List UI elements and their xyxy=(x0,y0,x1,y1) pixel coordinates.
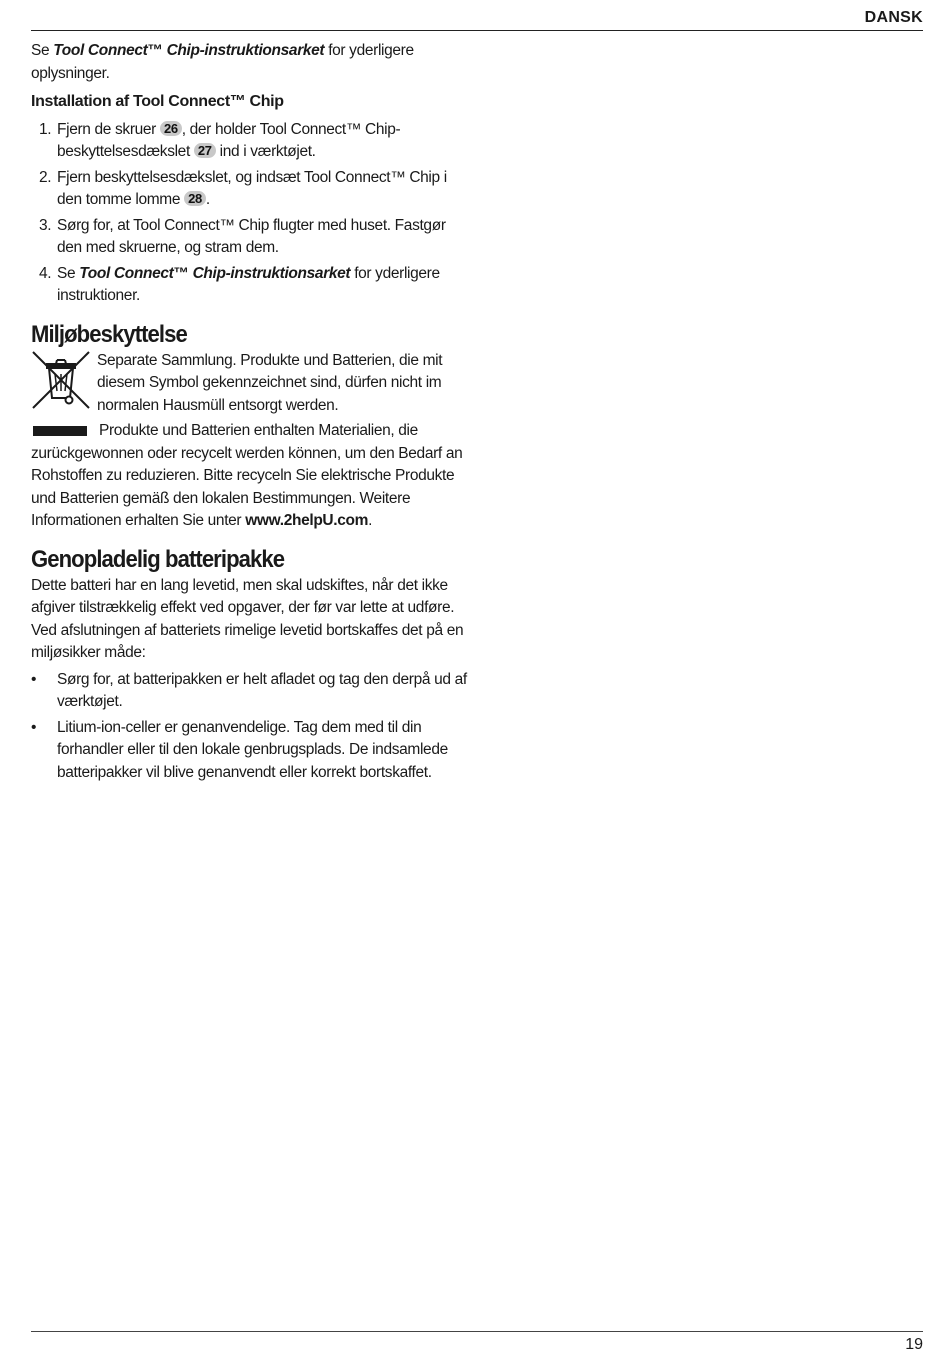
step-text: . xyxy=(205,191,210,208)
main-column xyxy=(31,40,469,787)
step-text: Se xyxy=(57,264,80,282)
bullet-icon: • xyxy=(31,670,37,688)
step-number: 4. xyxy=(39,264,52,282)
list-item xyxy=(31,119,469,164)
crossed-out-wheelie-bin-icon xyxy=(31,351,91,409)
step-text: for yderligere instruktioner. xyxy=(57,264,440,304)
weee-notice xyxy=(31,350,469,418)
weee-para2-text: Produkte und Batterien enthalten Materialien, die zurückgewonnen oder recycelt werden können, um den Bedarf an Rohstoffen zu reduzieren. Bitte recyceln Sie elektrische Produkte und Batterien gemäß den lokalen Bestimmungen. Weitere Informationen erhalten Sie unter xyxy=(31,422,463,529)
footer-divider xyxy=(31,1331,923,1332)
intro-note-ref2: Chip-instruktionsarket xyxy=(166,42,325,59)
installation-heading: Installation af Tool Connect™ Chip xyxy=(31,93,284,110)
intro-note-tm: ™ xyxy=(147,42,167,59)
header-divider xyxy=(31,30,923,31)
step-number: 1. xyxy=(39,120,52,138)
step-text: Fjern beskyttelsesdækslet, og indsæt Tool Connect™ Chip i den tomme lomme xyxy=(57,168,447,208)
page-number: 19 xyxy=(905,1336,923,1353)
battery-heading: Genopladelig batteripakke xyxy=(31,545,285,573)
intro-note-suffix: for yderligere oplysninger. xyxy=(31,42,414,82)
intro-note-prefix: Se xyxy=(31,42,54,59)
weee-para2 xyxy=(31,420,469,533)
intro-note xyxy=(31,40,469,85)
installation-steps xyxy=(31,119,469,308)
list-item xyxy=(31,263,469,308)
bullet-text: Litium-ion-celler er genanvendelige. Tag dem med til din forhandler eller til den lokale genbrugsplads. De indsamlede batteripakker vil blive genanvendt eller korrekt bortskaffet. xyxy=(57,718,448,781)
header-language: DANSK xyxy=(864,9,923,26)
weee-para1: Separate Sammlung. Produkte und Batterien, die mit diesem Symbol gekennzeichnet sind, dürfen nicht im normalen Hausmüll entsorgt werden. xyxy=(97,351,443,414)
step-text: , der holder Tool Connect™ Chip-beskyttelsesdækslet xyxy=(57,120,401,160)
weee-bar-icon xyxy=(33,426,87,436)
callout-badge: 28 xyxy=(184,191,206,206)
weee-para2-end: . xyxy=(368,512,373,529)
step-number: 2. xyxy=(39,168,52,186)
list-item xyxy=(31,167,469,212)
list-item xyxy=(31,669,469,714)
list-item xyxy=(31,717,469,785)
step-text: Fjern de skruer xyxy=(57,120,160,138)
intro-note-ref: Tool Connect xyxy=(53,42,148,59)
step-text: ind i værktøjet. xyxy=(215,143,316,160)
list-item xyxy=(31,215,469,260)
battery-bullets xyxy=(31,669,469,785)
website-link[interactable]: www.2helpU.com xyxy=(245,512,369,529)
callout-badge: 27 xyxy=(194,143,216,158)
bullet-icon: • xyxy=(31,718,37,736)
step-tm: ™ xyxy=(173,264,193,282)
battery-intro: Dette batteri har en lang levetid, men skal udskiftes, når det ikke afgiver tilstrækkelig effekt ved opgaver, der før var lette at udføre. Ved afslutningen af batteriets rimelige levetid bortskaffes det på en miljøsikker måde: xyxy=(31,576,464,661)
step-text: Sørg for, at Tool Connect™ Chip flugter med huset. Fastgør den med skruerne, og stram dem. xyxy=(57,216,446,256)
environment-heading: Miljøbeskyttelse xyxy=(31,320,187,348)
step-ref2: Chip-instruktionsarket xyxy=(192,264,351,282)
step-ref: Tool Connect xyxy=(79,264,174,282)
bullet-text: Sørg for, at batteripakken er helt afladet og tag den derpå ud af værktøjet. xyxy=(57,670,467,710)
step-number: 3. xyxy=(39,216,52,234)
callout-badge: 26 xyxy=(160,121,182,136)
